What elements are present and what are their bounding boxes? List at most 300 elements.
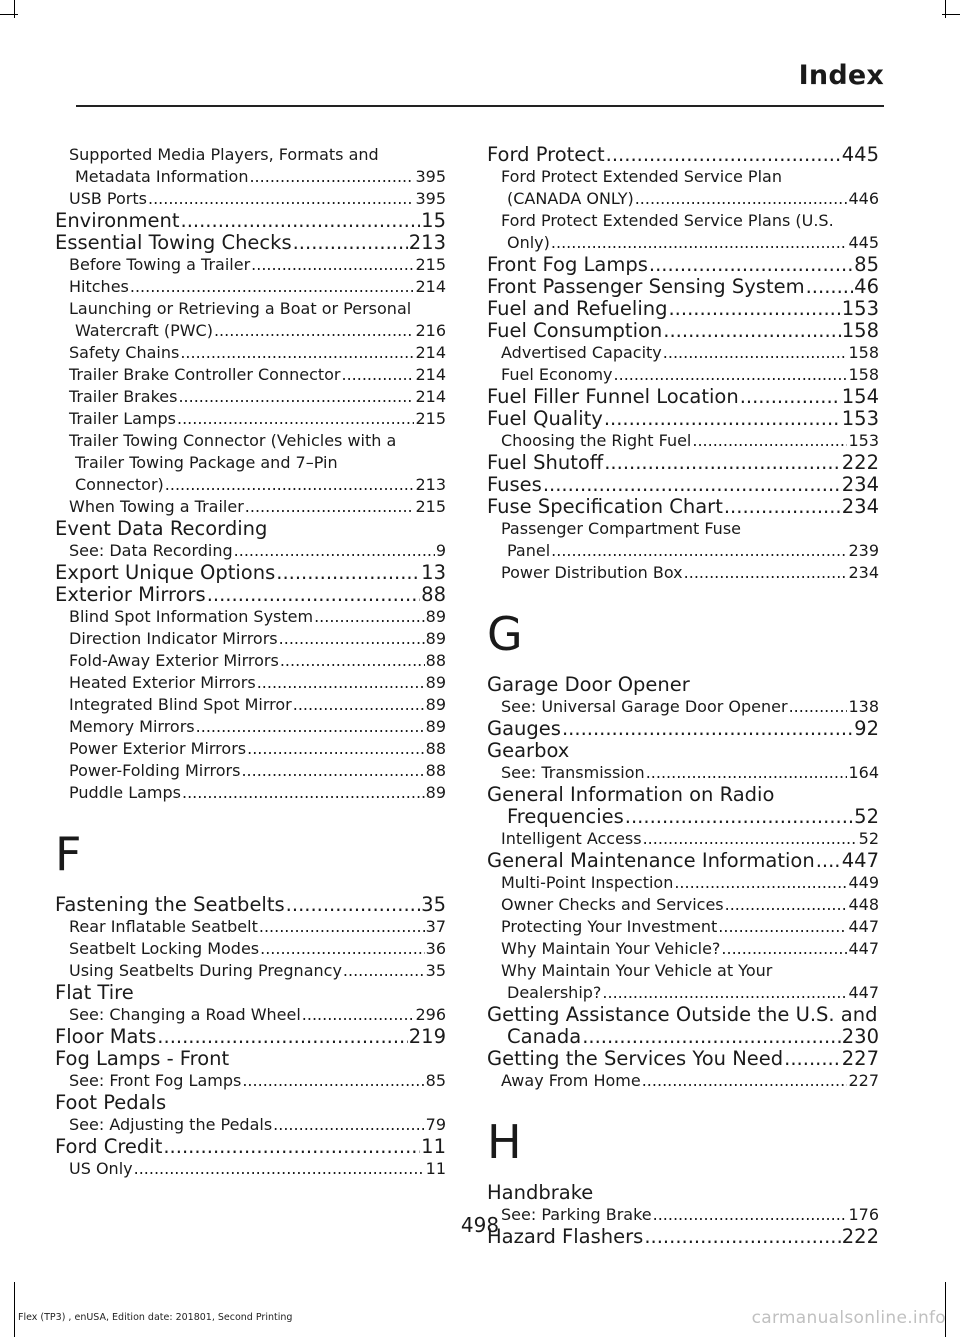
dot-leader [251,254,414,276]
index-entry [487,452,879,474]
dot-leader [247,738,425,760]
page-reference: 227 [848,1071,879,1090]
entry-text: Environment [55,209,180,232]
entry-text: Protecting Your Investment [501,917,718,936]
entry-text: Hitches [69,277,129,296]
entry-text: Ford Protect Extended Service Plans (U.S. [501,211,834,230]
page-reference: 9 [435,541,446,560]
entry-text: Fuel Filler Funnel Location [487,385,739,408]
index-entry [55,584,446,606]
page-reference: 219 [408,1025,446,1048]
page-reference: 11 [425,1159,446,1178]
page-reference: 89 [425,607,446,626]
page-reference: 213 [415,475,446,494]
page-reference: 164 [848,763,879,782]
entry-text: Export Unique Options [55,561,276,584]
page-reference: 216 [415,321,446,340]
page-reference: 11 [421,1135,446,1158]
index-entry [487,320,879,342]
dot-leader [196,716,425,738]
entry-text: Only) [507,233,550,252]
page-number: 498 [460,1213,500,1237]
page-reference: 214 [415,387,446,406]
index-entry [55,210,446,232]
entry-text: Fuse Specification Chart [487,495,723,518]
index-entry [487,474,879,496]
dot-leader [279,628,425,650]
index-subentry [55,254,446,276]
dot-leader [249,166,414,188]
page-reference: 214 [415,365,446,384]
page-reference: 447 [841,849,879,872]
dot-leader [724,496,841,518]
dot-leader [721,938,847,960]
dot-leader [604,452,841,474]
entry-text: Foot Pedals [55,1091,167,1114]
index-entry [487,408,879,430]
index-subentry [55,276,446,298]
index-subentry [55,496,446,518]
entry-text: Garage Door Opener [487,673,690,696]
page-reference: 234 [848,563,879,582]
dot-leader [551,540,847,562]
entry-text: Launching or Retrieving a Boat or Personal [69,299,412,318]
page-reference: 158 [848,343,879,362]
entry-text: Essential Towing Checks [55,231,292,254]
page-reference: 447 [848,983,879,1002]
index-entry [487,496,879,518]
entry-text: Frequencies [507,805,624,828]
entry-text: Integrated Blind Spot Mirror [69,695,292,714]
dot-leader [718,916,847,938]
page-reference: 296 [415,1005,446,1024]
entry-text: Trailer Towing Package and 7–Pin [75,453,338,472]
page-reference: 37 [425,917,446,936]
entry-text: USB Ports [69,189,147,208]
entry-text: Direction Indicator Mirrors [69,629,278,648]
dot-leader [177,408,414,430]
page-reference: 158 [848,365,879,384]
page-reference: 13 [421,561,446,584]
dot-leader [273,1114,424,1136]
index-subentry [55,430,446,496]
index-subentry [487,872,879,894]
page-reference: 92 [854,717,879,740]
index-entry [55,1048,446,1070]
dot-leader [165,474,415,496]
entry-text: Heated Exterior Mirrors [69,673,256,692]
page-reference: 89 [425,695,446,714]
index-entry [55,982,446,1004]
index-subentry [487,210,879,254]
index-subentry [55,916,446,938]
index-entry [55,1136,446,1158]
index-subentry [55,1158,446,1180]
page-reference: 449 [848,873,879,892]
entry-text: Gearbox [487,739,570,762]
entry-text: Fold-Away Exterior Mirrors [69,651,279,670]
crop-mark [14,0,15,18]
entry-text: Ford Credit [55,1135,163,1158]
entry-text: US Only [69,1159,133,1178]
page-reference: 446 [848,189,879,208]
index-subentry [487,518,879,562]
index-subentry [55,540,446,562]
dot-leader [642,1070,848,1092]
entry-text: Trailer Towing Connector (Vehicles with a [69,431,397,450]
dot-leader [602,982,847,1004]
dot-leader [293,232,408,254]
entry-text: Multi-Point Inspection [501,873,674,892]
index-section-letter: H [487,1115,522,1169]
entry-text: See: Changing a Road Wheel [69,1005,301,1024]
dot-leader [242,1070,424,1092]
entry-text: Fuel Quality [487,407,603,430]
entry-text: Rear Inflatable Seatbelt [69,917,258,936]
page-reference: 448 [848,895,879,914]
index-subentry [487,762,879,784]
dot-leader [582,1026,841,1048]
dot-leader [543,474,841,496]
index-subentry [55,650,446,672]
index-subentry [55,938,446,960]
index-entry [55,894,446,916]
entry-text: Supported Media Players, Formats and [69,145,379,164]
page-reference: 35 [425,961,446,980]
index-subentry [55,408,446,430]
index-entry [487,386,879,408]
dot-leader [646,762,848,784]
dot-leader [692,430,847,452]
entry-text: Safety Chains [69,343,180,362]
entry-text: See: Transmission [501,763,645,782]
entry-text: Trailer Brake Controller Connector [69,365,341,384]
index-subentry [487,938,879,960]
page-reference: 52 [858,829,879,848]
entry-text: Owner Checks and Services [501,895,724,914]
entry-text: Seatbelt Locking Modes [69,939,260,958]
dot-leader [663,342,848,364]
index-subentry [55,716,446,738]
entry-text: Puddle Lamps [69,783,181,802]
dot-leader [314,606,425,628]
entry-text: Memory Mirrors [69,717,195,736]
index-entry [487,740,879,762]
dot-leader [816,850,841,872]
index-section-letter: F [55,827,82,881]
dot-leader [182,782,425,804]
index-subentry [55,672,446,694]
entry-text: (CANADA ONLY) [507,189,634,208]
page-reference: 214 [415,277,446,296]
page-reference: 52 [854,805,879,828]
entry-text: General Maintenance Information [487,849,815,872]
page-title: Index [798,60,884,91]
index-subentry [55,760,446,782]
entry-text: Trailer Lamps [69,409,176,428]
index-subentry [55,1070,446,1092]
index-entry [55,518,446,540]
page-reference: 445 [841,143,879,166]
entry-text: Fuel Economy [501,365,613,384]
index-entry [487,718,879,740]
page-reference: 234 [841,495,879,518]
entry-text: See: Adjusting the Pedals [69,1115,273,1134]
page-reference: 89 [425,629,446,648]
watermark: carmanualsonline.info [751,1308,946,1328]
entry-text: Front Passenger Sensing System [487,275,805,298]
page-reference: 153 [848,431,879,450]
dot-leader [663,320,840,342]
entry-text: Power Distribution Box [501,563,683,582]
dot-leader [163,1136,420,1158]
index-entry [55,232,446,254]
index-entry [487,276,879,298]
entry-text: Fastening the Seatbelts [55,893,285,916]
page-reference: 35 [421,893,446,916]
index-subentry [487,894,879,916]
index-subentry [487,430,879,452]
page-reference: 89 [425,783,446,802]
dot-leader [241,760,424,782]
entry-text: Away From Home [501,1071,641,1090]
index-subentry [55,628,446,650]
entry-text: Fuel and Refueling [487,297,668,320]
entry-text: See: Parking Brake [501,1205,652,1224]
dot-leader [725,894,848,916]
index-entry [487,1182,879,1204]
entry-text: Fuel Consumption [487,319,663,342]
page-reference: 227 [841,1047,879,1070]
dot-leader [245,496,415,518]
entry-text: Flat Tire [55,981,134,1004]
entry-text: Dealership? [507,983,602,1002]
dot-leader [740,386,841,408]
entry-text: Blind Spot Information System [69,607,314,626]
page-reference: 89 [425,673,446,692]
index-subentry [487,960,879,1004]
index-entry [487,1004,879,1048]
dot-leader [286,894,421,916]
index-entry [487,298,879,320]
dot-leader [207,584,420,606]
crop-mark [945,0,946,18]
dot-leader [625,806,853,828]
dot-leader [234,540,435,562]
index-subentry [487,696,879,718]
header-divider [76,105,884,107]
entry-text: Getting Assistance Outside the U.S. and [487,1003,878,1026]
dot-leader [214,320,414,342]
page-reference: 230 [841,1025,879,1048]
crop-mark [14,1282,15,1337]
index-entry [487,850,879,872]
index-subentry [487,364,879,386]
page-reference: 215 [415,409,446,428]
page-reference: 213 [408,231,446,254]
page-reference: 176 [848,1205,879,1224]
index-entry [487,784,879,828]
dot-leader [606,144,841,166]
dot-leader [148,188,414,210]
page-reference: 85 [854,253,879,276]
index-subentry [55,144,446,188]
crop-mark [942,14,960,15]
page-reference: 447 [848,939,879,958]
entry-text: Front Fog Lamps [487,253,648,276]
page-reference: 234 [841,473,879,496]
index-subentry [55,364,446,386]
dot-leader [643,828,858,850]
dot-leader [181,210,421,232]
dot-leader [604,408,841,430]
entry-text: Exterior Mirrors [55,583,206,606]
page-reference: 89 [425,717,446,736]
entry-text: Trailer Brakes [69,387,178,406]
entry-text: Panel [507,541,551,560]
entry-text: When Towing a Trailer [69,497,244,516]
index-subentry [487,166,879,210]
dot-leader [684,562,848,584]
dot-leader [134,1158,425,1180]
index-subentry [55,1004,446,1026]
page-reference: 153 [841,297,879,320]
index-entry [487,1048,879,1070]
index-subentry [55,342,446,364]
page-reference: 138 [848,697,879,716]
page-reference: 88 [425,739,446,758]
entry-text: General Information on Radio [487,783,775,806]
dot-leader [674,872,847,894]
page-reference: 222 [841,1225,879,1248]
dot-leader [343,960,425,982]
entry-text: See: Universal Garage Door Opener [501,697,788,716]
page-reference: 395 [415,189,446,208]
entry-text: Handbrake [487,1181,594,1204]
page-reference: 395 [415,167,446,186]
page-reference: 154 [841,385,879,408]
edition-footer: Flex (TP3) , enUSA, Edition date: 201801, Second Printing [18,1312,293,1323]
entry-text: Hazard Flashers [487,1225,644,1248]
index-subentry [55,738,446,760]
entry-text: See: Front Fog Lamps [69,1071,242,1090]
entry-text: See: Data Recording [69,541,233,560]
entry-text: Fuses [487,473,542,496]
dot-leader [635,188,848,210]
dot-leader [806,276,854,298]
index-subentry [487,342,879,364]
page-reference: 88 [425,761,446,780]
index-subentry [55,386,446,408]
page-reference: 88 [425,651,446,670]
dot-leader [649,254,853,276]
page-reference: 239 [848,541,879,560]
page-reference: 158 [841,319,879,342]
index-subentry [55,188,446,210]
entry-text: Ford Protect [487,143,605,166]
page-reference: 222 [841,451,879,474]
page-reference: 445 [848,233,879,252]
entry-text: Why Maintain Your Vehicle at Your [501,961,773,980]
index-entry [487,144,879,166]
entry-text: Power-Folding Mirrors [69,761,241,780]
page-reference: 153 [841,407,879,430]
entry-text: Connector) [75,475,164,494]
index-subentry [55,1114,446,1136]
index-subentry [487,1070,879,1092]
entry-text: Floor Mats [55,1025,157,1048]
index-subentry [55,298,446,342]
page-reference: 79 [425,1115,446,1134]
dot-leader [293,694,425,716]
index-column-left [55,144,446,1180]
entry-text: Metadata Information [75,167,249,186]
index-subentry [487,828,879,850]
page-reference: 447 [848,917,879,936]
index-entry [487,254,879,276]
index-entry [487,674,879,696]
dot-leader [157,1026,407,1048]
page-reference: 214 [415,343,446,362]
dot-leader [178,386,414,408]
dot-leader [260,938,425,960]
index-subentry [487,562,879,584]
dot-leader [668,298,840,320]
index-subentry [487,916,879,938]
index-entry [55,1026,446,1048]
dot-leader [614,364,848,386]
entry-text: Ford Protect Extended Service Plan [501,167,782,186]
crop-mark [0,14,18,15]
index-column-right [487,144,879,1248]
index-entry [55,562,446,584]
dot-leader [789,696,848,718]
entry-text: Power Exterior Mirrors [69,739,247,758]
dot-leader [276,562,420,584]
entry-text: Getting the Services You Need [487,1047,784,1070]
index-section-letter: G [487,607,523,661]
entry-text: Advertised Capacity [501,343,662,362]
dot-leader [180,342,414,364]
entry-text: Before Towing a Trailer [69,255,251,274]
page-reference: 215 [415,497,446,516]
entry-text: Using Seatbelts During Pregnancy [69,961,342,980]
dot-leader [342,364,415,386]
dot-leader [302,1004,415,1026]
entry-text: Intelligent Access [501,829,642,848]
dot-leader [280,650,425,672]
dot-leader [562,718,853,740]
dot-leader [130,276,415,298]
index-subentry [55,694,446,716]
entry-text: Choosing the Right Fuel [501,431,692,450]
entry-text: Passenger Compartment Fuse [501,519,741,538]
page-reference: 88 [421,583,446,606]
index-subentry [55,960,446,982]
page-reference: 85 [425,1071,446,1090]
page-reference: 215 [415,255,446,274]
entry-text: Fog Lamps - Front [55,1047,230,1070]
entry-text: Watercraft (PWC) [75,321,213,340]
index-subentry [55,782,446,804]
index-subentry [55,606,446,628]
page-reference: 15 [421,209,446,232]
page-reference: 36 [425,939,446,958]
entry-text: Event Data Recording [55,517,268,540]
index-entry [55,1092,446,1114]
page-reference: 46 [854,275,879,298]
entry-text: Fuel Shutoff [487,451,604,474]
